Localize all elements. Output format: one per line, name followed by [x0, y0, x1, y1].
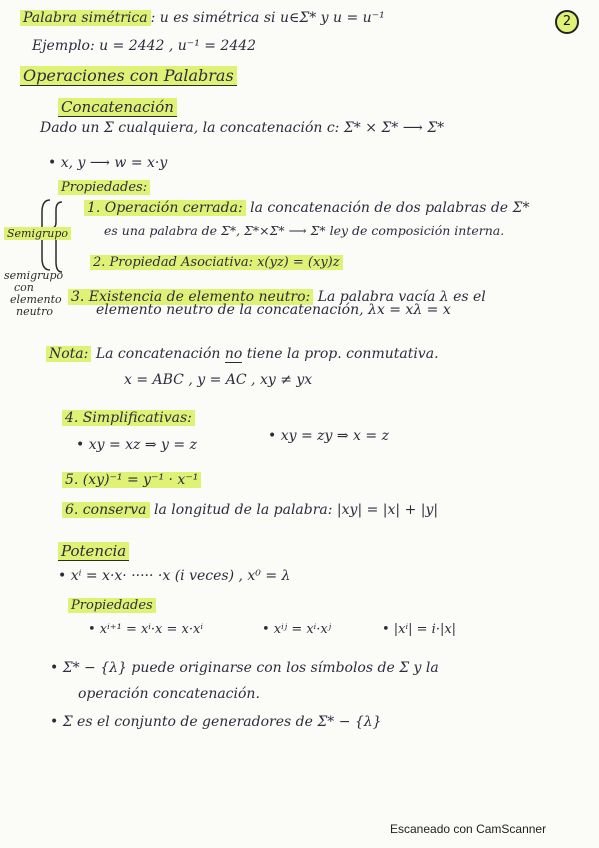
property-4a: • xy = xz ⇒ y = z — [76, 437, 197, 453]
power-property-2: • xⁱʲ = xⁱ·xʲ — [262, 622, 332, 637]
concatenation-definition: Dado un Σ cualquiera, la concatenación c: Σ* × Σ* ⟶ Σ* — [40, 120, 445, 136]
note-example: x = ABC , y = AC , xy ≠ yx — [124, 372, 313, 388]
section-heading-operaciones: Operaciones con Palabras — [20, 66, 237, 85]
page-number: 2 — [555, 10, 579, 34]
note: Nota: La concatenación no tiene la prop. conmutativa. — [46, 346, 439, 362]
generation-statement: • Σ* − {λ} puede originarse con los símbolos de Σ y la — [50, 660, 439, 676]
property-1: 1. Operación cerrada: la concatenación de dos palabras de Σ* — [84, 200, 529, 216]
power-properties-heading: Propiedades — [68, 598, 156, 613]
property-4b: • xy = zy ⇒ x = z — [268, 428, 389, 444]
term-palabra-simetrica: Palabra simétrica — [20, 10, 151, 26]
property-3-cont: elemento neutro de la concatenación, λx = xλ = x — [96, 302, 451, 318]
symmetric-rule: : u es simétrica si u∈Σ* y u = u⁻¹ — [150, 10, 385, 26]
generation-statement-cont: operación concatenación. — [78, 686, 260, 702]
power-property-1: • xⁱ⁺¹ = xⁱ·x = x·xⁱ — [88, 622, 203, 637]
scanner-watermark: Escaneado con CamScanner — [390, 822, 547, 836]
property-6: 6. conserva la longitud de la palabra: |xy| = |x| + |y| — [62, 502, 438, 518]
label-monoid: semigrupo con elemento neutro — [4, 269, 64, 318]
heading-potencia: Potencia — [58, 542, 129, 560]
generators-statement: • Σ es el conjunto de generadores de Σ* − {λ} — [50, 714, 382, 730]
property-3: 3. Existencia de elemento neutro: La palabra vacía λ es el — [68, 289, 486, 305]
property-2: 2. Propiedad Asociativa: x(yz) = (xy)z — [90, 255, 343, 270]
symmetric-example: Ejemplo: u = 2442 , u⁻¹ = 2442 — [32, 38, 257, 54]
heading-propiedades: Propiedades: — [58, 180, 150, 195]
concatenation-notation: • x, y ⟶ w = x·y — [48, 155, 168, 171]
heading-concatenacion: Concatenación — [58, 98, 177, 116]
property-4: 4. Simplificativas: — [62, 410, 195, 426]
label-semigrupo: Semigrupo — [4, 228, 71, 240]
power-property-3: • |xⁱ| = i·|x| — [382, 622, 457, 637]
property-5: 5. (xy)⁻¹ = y⁻¹ · x⁻¹ — [62, 472, 201, 488]
power-definition: • xⁱ = x·x· ····· ·x (i veces) , x⁰ = λ — [58, 568, 291, 584]
property-1-cont: es una palabra de Σ*, Σ*×Σ* ⟶ Σ* ley de composición interna. — [104, 223, 505, 238]
